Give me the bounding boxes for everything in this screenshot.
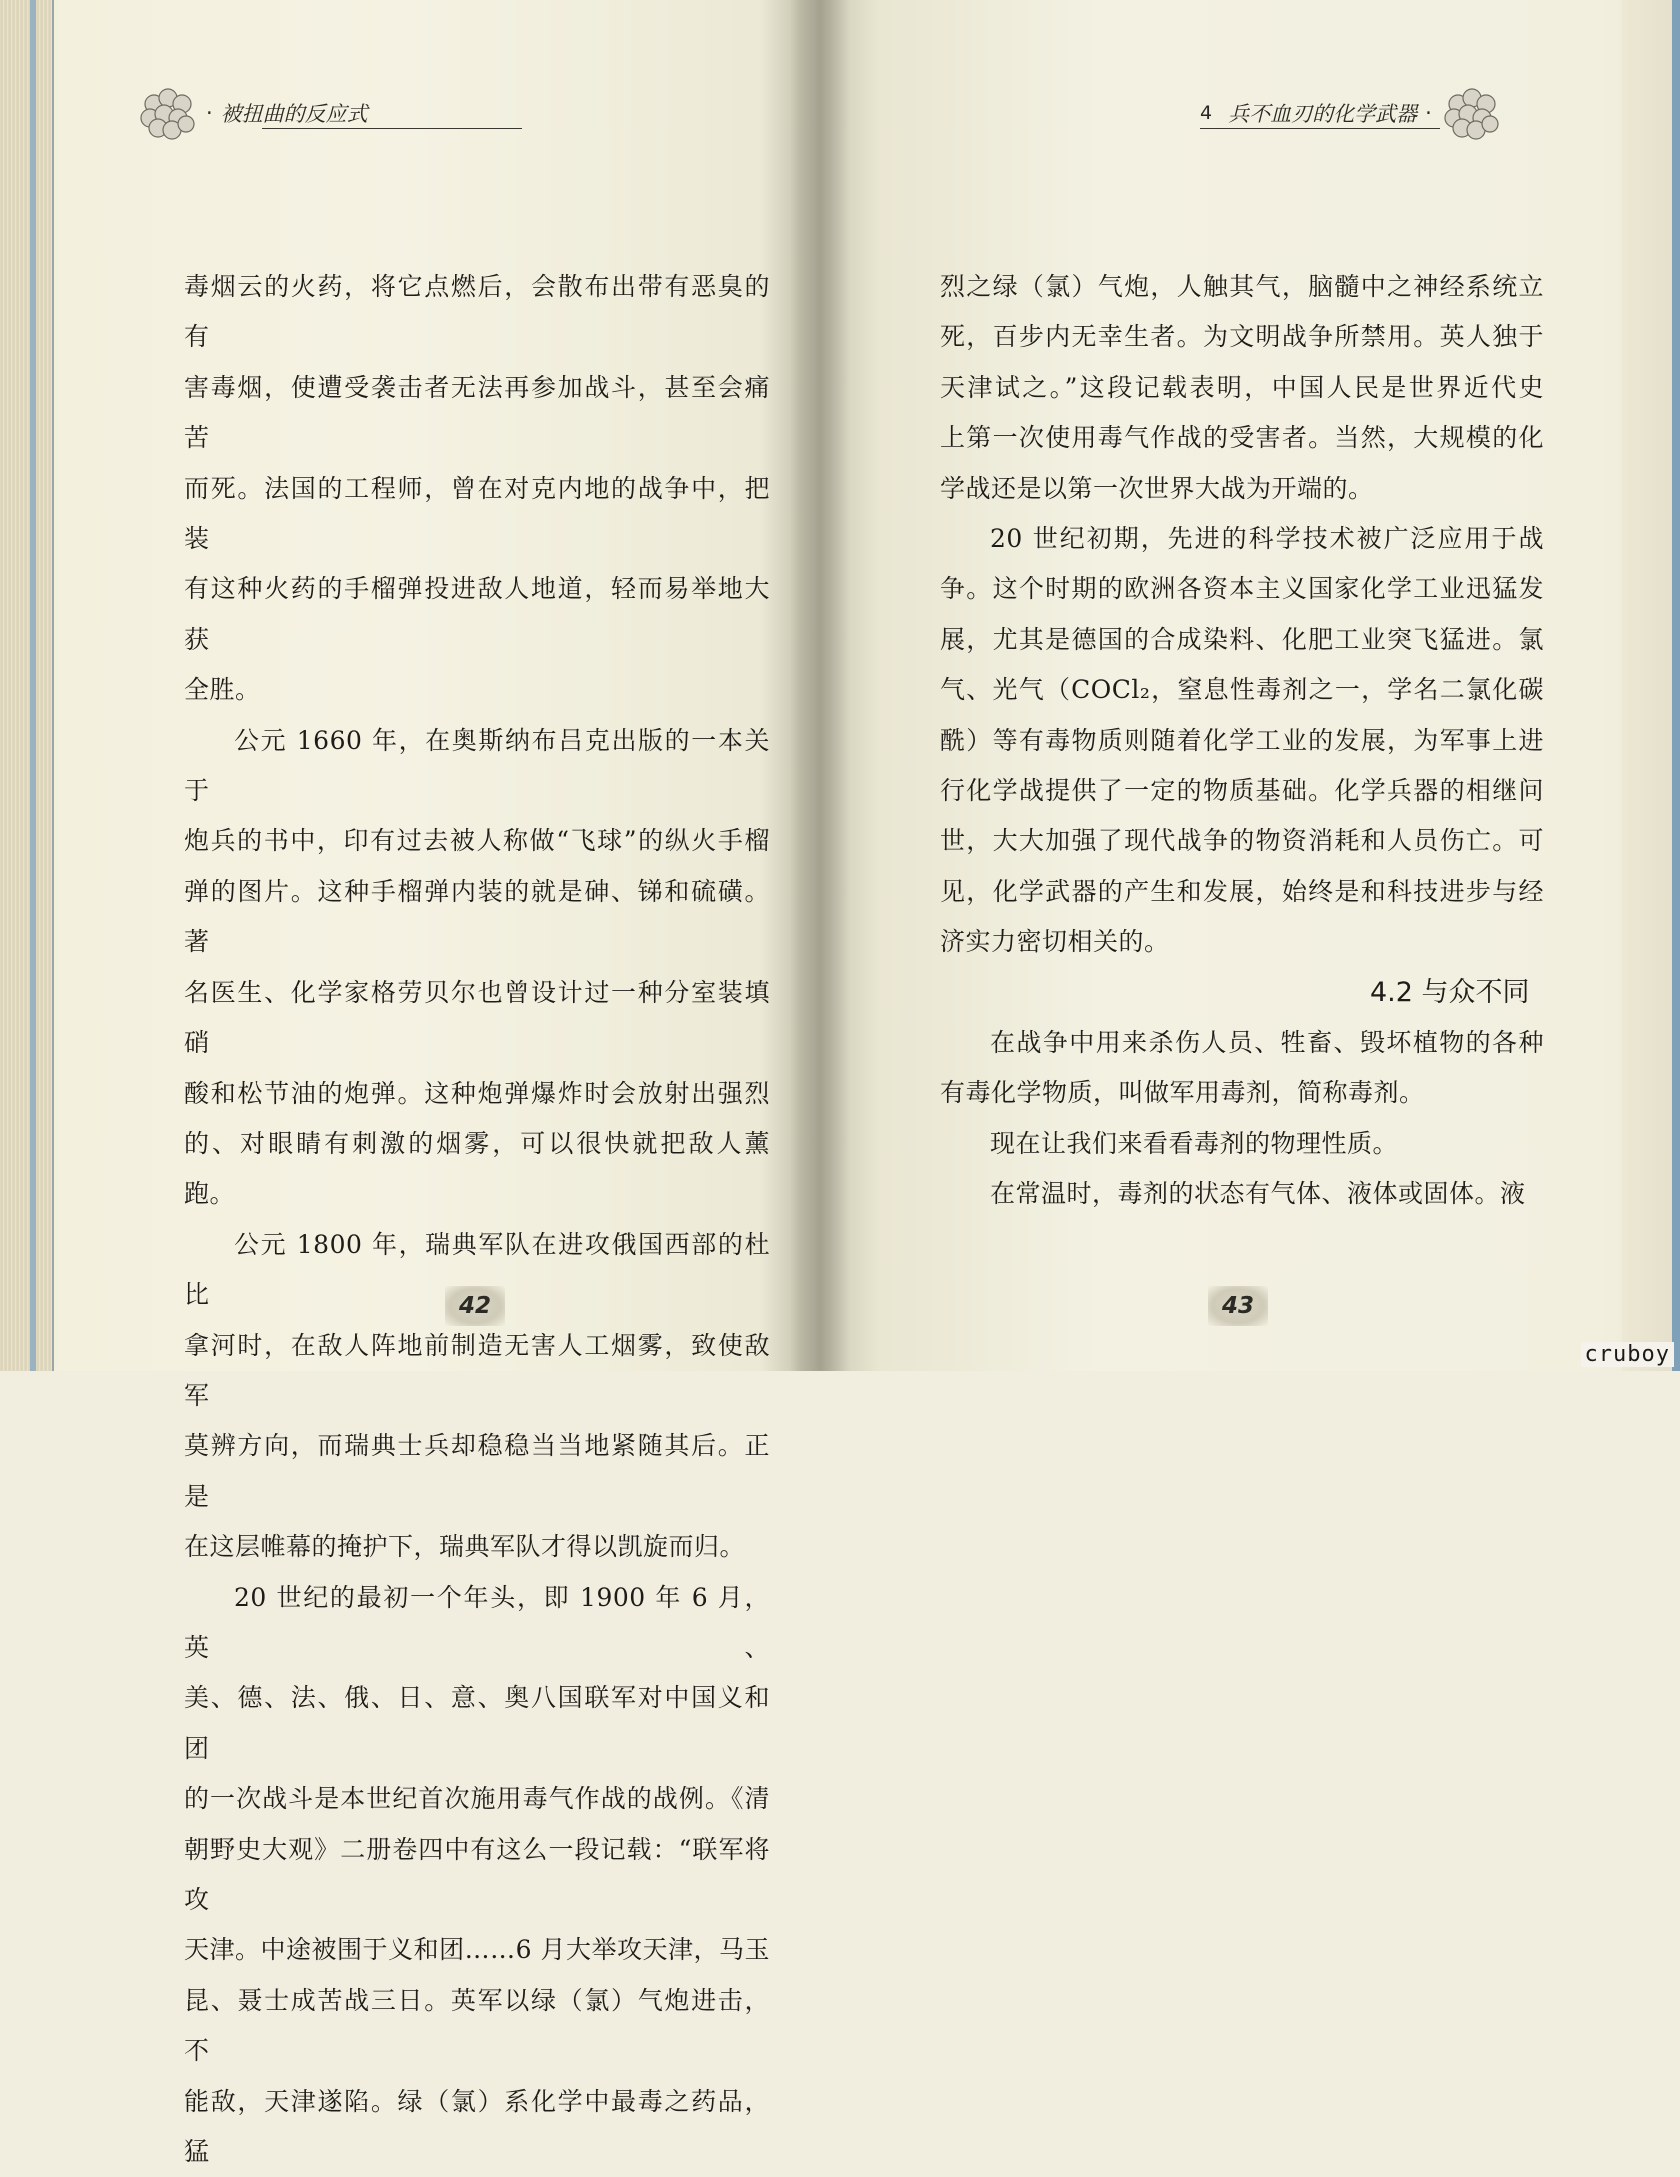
text-line: 有这种火药的手榴弹投进敌人地道，轻而易举地大获	[184, 574, 770, 654]
running-head-dot: ·	[206, 101, 213, 125]
left-running-head	[136, 88, 368, 138]
running-head-rule	[262, 128, 522, 129]
right-page-body-top	[940, 262, 1544, 968]
watermark: cruboy	[1581, 1342, 1674, 1367]
text-line: 见，化学武器的产生和发展，始终是和科技进步与经	[940, 876, 1544, 906]
chapter-title: 兵不血刃的化学武器	[1228, 102, 1418, 126]
text-line: 济实力密切相关的。	[940, 927, 1170, 957]
text-line: 美、德、法、俄、日、意、奥八国联军对中国义和团	[184, 1683, 770, 1763]
text-line: 弹的图片。这种手榴弹内装的就是砷、锑和硫磺。著	[184, 876, 770, 957]
text-line: 死，百步内无幸生者。为文明战争所禁用。英人独于	[940, 322, 1544, 352]
book-title: 被扭曲的反应式	[220, 102, 368, 126]
text-line: 而死。法国的工程师，曾在对克内地的战争中，把装	[184, 473, 770, 554]
page-number-right: 43	[1208, 1286, 1268, 1326]
text-line: 公元 1660 年，在奥斯纳布吕克出版的一本关于	[184, 725, 770, 806]
text-line: 20 世纪的最初一个年头，即 1900 年 6 月，英、	[184, 1582, 770, 1662]
text-line: 20 世纪初期，先进的科学技术被广泛应用于战	[990, 524, 1544, 554]
text-line: 能敌，天津遂陷。绿（氯）系化学中最毒之药品，猛	[184, 2086, 770, 2167]
section-heading: 4.2 与众不同	[1370, 977, 1530, 1008]
text-line: 名医生、化学家格劳贝尔也曾设计过一种分室装填硝	[184, 977, 770, 1058]
left-page-body	[184, 262, 770, 2177]
text-line: 展，尤其是德国的合成染料、化肥工业突飞猛进。氯	[940, 624, 1544, 654]
chapter-number: 4	[1200, 102, 1213, 124]
text-line: 天津。中途被围于义和团……6 月大举攻天津，马玉	[184, 1935, 770, 1965]
text-line: 公元 1800 年，瑞典军队在进攻俄国西部的杜比	[184, 1229, 770, 1310]
running-head-rule	[1200, 128, 1440, 129]
right-running-head	[1200, 88, 1502, 138]
text-line: 气、光气（COCl₂，窒息性毒剂之一，学名二氯化碳	[940, 675, 1544, 705]
molecule-icon	[136, 84, 198, 142]
text-line: 现在让我们来看看毒剂的物理性质。	[990, 1128, 1399, 1158]
text-line: 上第一次使用毒气作战的受害者。当然，大规模的化	[940, 423, 1544, 453]
cover-edge-left	[30, 0, 36, 1371]
page-number-left: 42	[445, 1286, 505, 1326]
text-line: 害毒烟，使遭受袭击者无法再参加战斗，甚至会痛苦	[184, 372, 770, 453]
text-line: 的、对眼睛有刺激的烟雾，可以很快就把敌人薰跑。	[184, 1128, 770, 1209]
text-line: 在战争中用来杀伤人员、牲畜、毁坏植物的各种	[990, 1028, 1544, 1057]
molecule-icon	[1440, 84, 1502, 142]
text-line: 争。这个时期的欧洲各资本主义国家化学工业迅猛发	[940, 574, 1544, 604]
text-line: 的一次战斗是本世纪首次施用毒气作战的战例。《清	[184, 1784, 770, 1814]
running-head-dot: ·	[1425, 101, 1432, 125]
text-line: 世，大大加强了现代战争的物资消耗和人员伤亡。可	[940, 826, 1544, 856]
text-line: 行化学战提供了一定的物质基础。化学兵器的相继问	[940, 776, 1544, 806]
text-line: 天津试之。”这段记载表明，中国人民是世界近代史	[940, 372, 1544, 402]
text-line: 学战还是以第一次世界大战为开端的。	[940, 473, 1374, 503]
text-line: 毒烟云的火药，将它点燃后，会散布出带有恶臭的有	[184, 272, 770, 352]
text-line: 拿河时，在敌人阵地前制造无害人工烟雾，致使敌军	[184, 1330, 770, 1410]
text-line: 在常温时，毒剂的状态有气体、液体或固体。液	[990, 1179, 1526, 1209]
text-line: 烈之绿（氯）气炮，人触其气，脑髓中之神经系统立	[940, 272, 1544, 301]
text-line: 有毒化学物质，叫做军用毒剂，简称毒剂。	[940, 1078, 1425, 1108]
right-page-body-bottom	[940, 1018, 1544, 1220]
text-line: 昆、聂士成苦战三日。英军以绿（氯）气炮进击，不	[184, 1985, 770, 2066]
text-line: 酰）等有毒物质则随着化学工业的发展，为军事上进	[940, 725, 1544, 755]
page-edge-left	[0, 0, 54, 1371]
text-line: 朝野史大观》二册卷四中有这么一段记载：“联军将攻	[184, 1834, 770, 1914]
text-line: 全胜。	[184, 675, 261, 705]
text-line: 在这层帷幕的掩护下，瑞典军队才得以凯旋而归。	[184, 1532, 746, 1562]
text-line: 酸和松节油的炮弹。这种炮弹爆炸时会放射出强烈	[184, 1078, 770, 1108]
text-line: 炮兵的书中，印有过去被人称做“飞球”的纵火手榴	[184, 826, 770, 856]
cover-edge-right	[1672, 0, 1680, 1371]
text-line: 莫辨方向，而瑞典士兵却稳稳当当地紧随其后。正是	[184, 1431, 770, 1511]
